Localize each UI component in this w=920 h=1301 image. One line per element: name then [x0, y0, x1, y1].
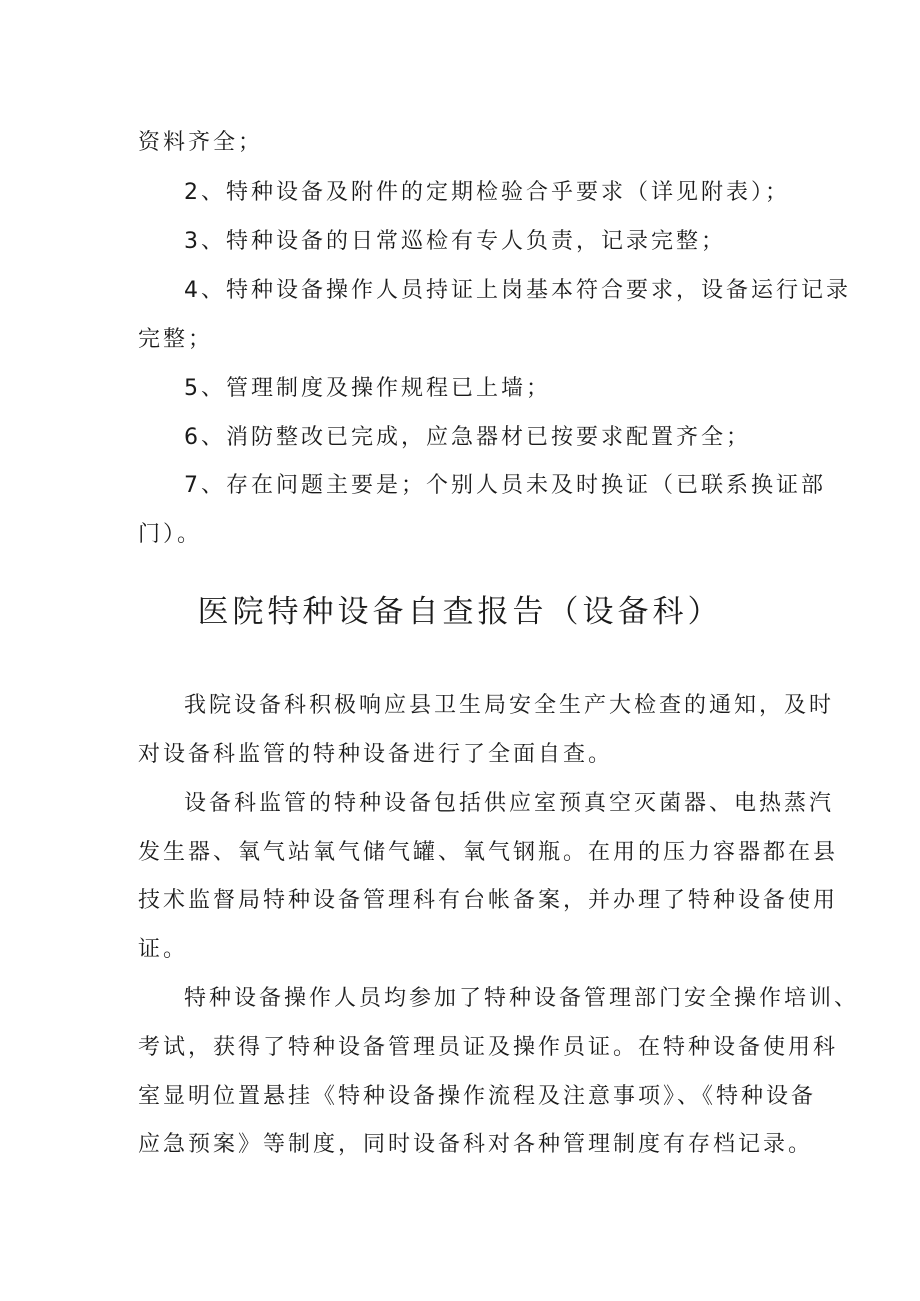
continuation-line: 资料齐全； — [138, 130, 264, 155]
list-item-6: 6、消防整改已完成，应急器材已按要求配置齐全； — [184, 425, 751, 450]
paragraph-1-line: 我院设备科积极响应县卫生局安全生产大检查的通知，及时 — [184, 693, 835, 718]
paragraph-1-line: 对设备科监管的特种设备进行了全面自查。 — [138, 742, 614, 767]
paragraph-3-line: 特种设备操作人员均参加了特种设备管理部门安全操作培训、 — [184, 986, 860, 1011]
paragraph-3-line: 应急预案》等制度，同时设备科对各种管理制度有存档记录。 — [138, 1132, 814, 1157]
paragraph-3-line: 室显明位置悬挂《特种设备操作流程及注意事项》、《特种设备 — [138, 1084, 817, 1109]
paragraph-3-line: 考试，获得了特种设备管理员证及操作员证。在特种设备使用科 — [138, 1035, 839, 1060]
paragraph-2-line: 技术监督局特种设备管理科有台帐备案，并办理了特种设备使用 — [138, 888, 839, 913]
paragraph-2-line: 设备科监管的特种设备包括供应室预真空灭菌器、电热蒸汽 — [184, 791, 835, 816]
list-item-7-continued: 门）。 — [138, 522, 203, 547]
list-item-4-continued: 完整； — [138, 327, 214, 352]
list-item-7: 7、存在问题主要是；个别人员未及时换证（已联系换证部 — [184, 473, 826, 498]
paragraph-2-line: 证。 — [138, 937, 189, 962]
list-item-3: 3、特种设备的日常巡检有专人负责，记录完整； — [184, 229, 726, 254]
list-item-5: 5、管理制度及操作规程已上墙； — [184, 376, 551, 401]
list-item-2: 2、特种设备及附件的定期检验合乎要求（详见附表）； — [184, 180, 790, 205]
paragraph-2-line: 发生器、氧气站氧气储气罐、氧气钢瓶。在用的压力容器都在县 — [138, 840, 839, 865]
list-item-4: 4、特种设备操作人员持证上岗基本符合要求，设备运行记录 — [184, 278, 851, 303]
report-title: 医院特种设备自查报告（设备科） — [197, 594, 723, 630]
